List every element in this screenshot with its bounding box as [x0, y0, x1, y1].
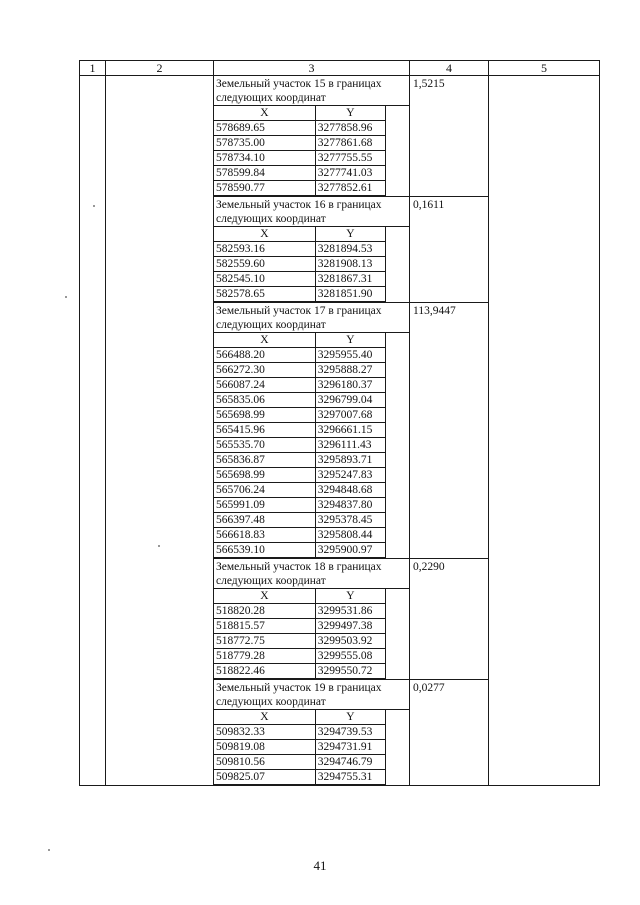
coordinate-row: [214, 619, 386, 634]
column-2-cell: [106, 76, 214, 786]
y-coordinate: 3294837.80: [315, 498, 385, 513]
land-parcel-table: [79, 60, 600, 786]
parcel-area: 1,5215: [410, 76, 489, 197]
coordinate-row: [214, 725, 386, 740]
coordinate-row: [214, 770, 386, 785]
parcel-title: Земельный участок 19 в границах следующих координат: [214, 680, 409, 710]
coordinate-row: [214, 649, 386, 664]
x-coordinate: 518772.75: [214, 634, 315, 649]
header-cell-3: 3: [214, 61, 410, 76]
x-coordinate: 509825.07: [214, 770, 315, 785]
y-column-header: Y: [315, 589, 385, 604]
parcel-coordinates-cell: [214, 76, 410, 197]
y-coordinate: 3295893.71: [315, 453, 385, 468]
coordinate-row: [214, 121, 386, 136]
coordinates-header-row: [214, 106, 386, 121]
y-coordinate: 3294746.79: [315, 755, 385, 770]
y-coordinate: 3294731.91: [315, 740, 385, 755]
x-coordinate: 566539.10: [214, 543, 315, 558]
y-coordinate: 3295378.45: [315, 513, 385, 528]
x-coordinate: 578735.00: [214, 136, 315, 151]
scan-speck: [158, 545, 160, 547]
coordinate-row: [214, 166, 386, 181]
coordinate-row: [214, 528, 386, 543]
x-coordinate: 582578.65: [214, 287, 315, 302]
coordinate-row: [214, 136, 386, 151]
parcel-area: 113,9447: [410, 303, 489, 559]
coordinate-row: [214, 513, 386, 528]
y-column-header: Y: [315, 106, 385, 121]
coordinate-row: [214, 483, 386, 498]
coordinates-table: [214, 589, 386, 679]
x-column-header: X: [214, 333, 315, 348]
coordinates-header-row: [214, 227, 386, 242]
coordinate-row: [214, 181, 386, 196]
coordinate-row: [214, 604, 386, 619]
header-cell-2: 2: [106, 61, 214, 76]
parcel-row: [80, 76, 600, 197]
y-coordinate: 3299503.92: [315, 634, 385, 649]
x-coordinate: 509819.08: [214, 740, 315, 755]
y-coordinate: 3299555.08: [315, 649, 385, 664]
coordinate-row: [214, 423, 386, 438]
x-coordinate: 565706.24: [214, 483, 315, 498]
x-coordinate: 565835.06: [214, 393, 315, 408]
coordinates-header-row: [214, 333, 386, 348]
y-coordinate: 3277861.68: [315, 136, 385, 151]
coordinate-row: [214, 287, 386, 302]
parcel-coordinates-cell: [214, 303, 410, 559]
x-coordinate: 566397.48: [214, 513, 315, 528]
header-cell-4: 4: [410, 61, 489, 76]
x-column-header: X: [214, 227, 315, 242]
coordinate-row: [214, 393, 386, 408]
parcel-title: Земельный участок 15 в границах следующих координат: [214, 76, 409, 106]
y-coordinate: 3281894.53: [315, 242, 385, 257]
coordinate-row: [214, 468, 386, 483]
x-coordinate: 566618.83: [214, 528, 315, 543]
y-coordinate: 3294848.68: [315, 483, 385, 498]
x-coordinate: 566087.24: [214, 378, 315, 393]
scan-speck: [65, 296, 67, 298]
page-number: 41: [313, 858, 327, 873]
x-coordinate: 565535.70: [214, 438, 315, 453]
x-coordinate: 509810.56: [214, 755, 315, 770]
x-coordinate: 566488.20: [214, 348, 315, 363]
y-coordinate: 3281851.90: [315, 287, 385, 302]
y-coordinate: 3299531.86: [315, 604, 385, 619]
scan-speck: [48, 849, 50, 851]
y-coordinate: 3296111.43: [315, 438, 385, 453]
y-coordinate: 3296799.04: [315, 393, 385, 408]
parcel-area: 0,1611: [410, 197, 489, 303]
y-coordinate: 3295900.97: [315, 543, 385, 558]
coordinate-row: [214, 543, 386, 558]
y-coordinate: 3277852.61: [315, 181, 385, 196]
parcel-title: Земельный участок 17 в границах следующих координат: [214, 303, 409, 333]
x-column-header: X: [214, 106, 315, 121]
x-coordinate: 578734.10: [214, 151, 315, 166]
parcel-coordinates-cell: [214, 680, 410, 786]
x-coordinate: 582593.16: [214, 242, 315, 257]
coordinate-row: [214, 151, 386, 166]
coordinates-table: [214, 333, 386, 558]
column-1-cell: [80, 76, 106, 786]
y-coordinate: 3294755.31: [315, 770, 385, 785]
parcel-area: 0,0277: [410, 680, 489, 786]
y-coordinate: 3295888.27: [315, 363, 385, 378]
parcel-coordinates-cell: [214, 197, 410, 303]
parcel-title: Земельный участок 18 в границах следующих координат: [214, 559, 409, 589]
x-coordinate: 518779.28: [214, 649, 315, 664]
scan-speck: [93, 205, 95, 207]
x-column-header: X: [214, 589, 315, 604]
coordinates-header-row: [214, 589, 386, 604]
x-coordinate: 565836.87: [214, 453, 315, 468]
y-coordinate: 3277755.55: [315, 151, 385, 166]
parcel-coordinates-cell: [214, 559, 410, 680]
column-5-cell: [489, 76, 600, 786]
coordinate-row: [214, 755, 386, 770]
y-coordinate: 3296180.37: [315, 378, 385, 393]
coordinate-row: [214, 453, 386, 468]
coordinate-row: [214, 438, 386, 453]
coordinates-header-row: [214, 710, 386, 725]
x-coordinate: 518815.57: [214, 619, 315, 634]
coordinates-table: [214, 710, 386, 785]
x-coordinate: 582545.10: [214, 272, 315, 287]
x-coordinate: 566272.30: [214, 363, 315, 378]
y-coordinate: 3295808.44: [315, 528, 385, 543]
coordinate-row: [214, 272, 386, 287]
coordinates-table: [214, 227, 386, 302]
x-coordinate: 509832.33: [214, 725, 315, 740]
x-coordinate: 565991.09: [214, 498, 315, 513]
y-column-header: Y: [315, 227, 385, 242]
header-cell-1: 1: [80, 61, 106, 76]
y-coordinate: 3297007.68: [315, 408, 385, 423]
coordinate-row: [214, 378, 386, 393]
y-coordinate: 3277858.96: [315, 121, 385, 136]
x-coordinate: 518822.46: [214, 664, 315, 679]
coordinates-table: [214, 106, 386, 196]
y-coordinate: 3281908.13: [315, 257, 385, 272]
y-coordinate: 3277741.03: [315, 166, 385, 181]
coordinate-row: [214, 257, 386, 272]
header-cell-5: 5: [489, 61, 600, 76]
x-coordinate: 565415.96: [214, 423, 315, 438]
coordinate-row: [214, 740, 386, 755]
parcel-title: Земельный участок 16 в границах следующих координат: [214, 197, 409, 227]
x-coordinate: 578590.77: [214, 181, 315, 196]
x-coordinate: 565698.99: [214, 408, 315, 423]
y-coordinate: 3296661.15: [315, 423, 385, 438]
table-header-row: [80, 61, 600, 76]
coordinate-row: [214, 408, 386, 423]
x-coordinate: 582559.60: [214, 257, 315, 272]
coordinate-row: [214, 363, 386, 378]
y-coordinate: 3295955.40: [315, 348, 385, 363]
y-column-header: Y: [315, 710, 385, 725]
x-column-header: X: [214, 710, 315, 725]
coordinate-row: [214, 664, 386, 679]
y-coordinate: 3294739.53: [315, 725, 385, 740]
coordinate-row: [214, 348, 386, 363]
coordinate-row: [214, 498, 386, 513]
x-coordinate: 565698.99: [214, 468, 315, 483]
y-coordinate: 3299497.38: [315, 619, 385, 634]
y-coordinate: 3299550.72: [315, 664, 385, 679]
coordinate-row: [214, 242, 386, 257]
y-coordinate: 3281867.31: [315, 272, 385, 287]
x-coordinate: 578689.65: [214, 121, 315, 136]
x-coordinate: 578599.84: [214, 166, 315, 181]
coordinate-row: [214, 634, 386, 649]
y-coordinate: 3295247.83: [315, 468, 385, 483]
y-column-header: Y: [315, 333, 385, 348]
x-coordinate: 518820.28: [214, 604, 315, 619]
parcel-area: 0,2290: [410, 559, 489, 680]
